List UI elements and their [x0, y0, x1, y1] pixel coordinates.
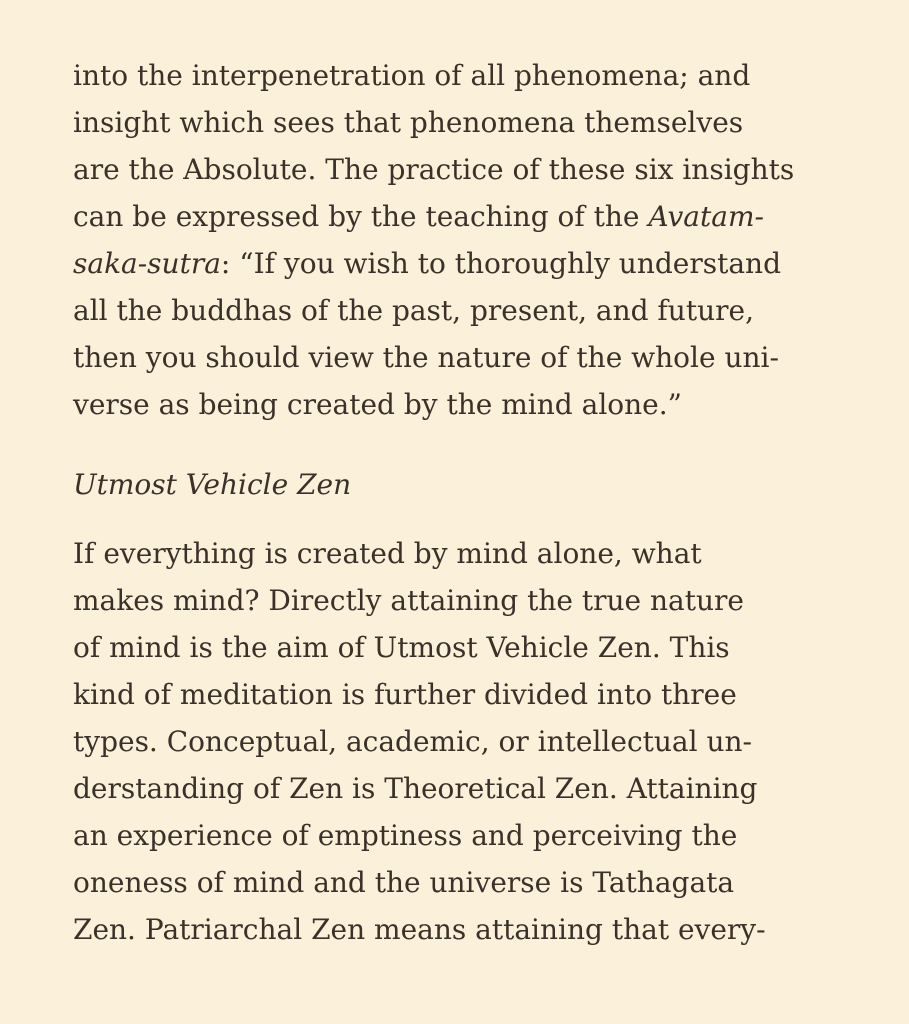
italic-title: saka-sutra: [73, 247, 221, 280]
text-line: oneness of mind and the universe is Tathagata: [73, 866, 735, 899]
text-line: makes mind? Directly attaining the true nature: [73, 584, 744, 617]
text-line: If everything is created by mind alone, what: [73, 537, 702, 570]
text-line: [73, 193, 853, 240]
text-line: verse as being created by the mind alone.”: [73, 388, 682, 421]
section-heading: Utmost Vehicle Zen: [73, 468, 352, 501]
text-line: Zen. Patriarchal Zen means attaining that every-: [73, 913, 766, 946]
text-line: insight which sees that phenomena themselves: [73, 106, 744, 139]
text-line: an experience of emptiness and perceiving the: [73, 819, 738, 852]
text-line: into the interpenetration of all phenomena; and: [73, 59, 751, 92]
text-line: of mind is the aim of Utmost Vehicle Zen. This: [73, 631, 730, 664]
italic-title: Avatam-: [648, 200, 764, 233]
book-page: [73, 52, 853, 953]
text-line: [73, 240, 853, 287]
text-line: all the buddhas of the past, present, and future,: [73, 294, 754, 327]
text-segment: can be expressed by the teaching of the: [73, 200, 649, 233]
text-line: are the Absolute. The practice of these six insights: [73, 153, 795, 186]
text-line: kind of meditation is further divided into three: [73, 678, 737, 711]
text-line: then you should view the nature of the whole uni-: [73, 341, 779, 374]
text-line: types. Conceptual, academic, or intellectual un-: [73, 725, 752, 758]
text-line: derstanding of Zen is Theoretical Zen. Attaining: [73, 772, 758, 805]
text-segment: : “If you wish to thoroughly understand: [220, 247, 782, 280]
paragraph-1: [73, 52, 853, 428]
paragraph-2: [73, 530, 853, 953]
